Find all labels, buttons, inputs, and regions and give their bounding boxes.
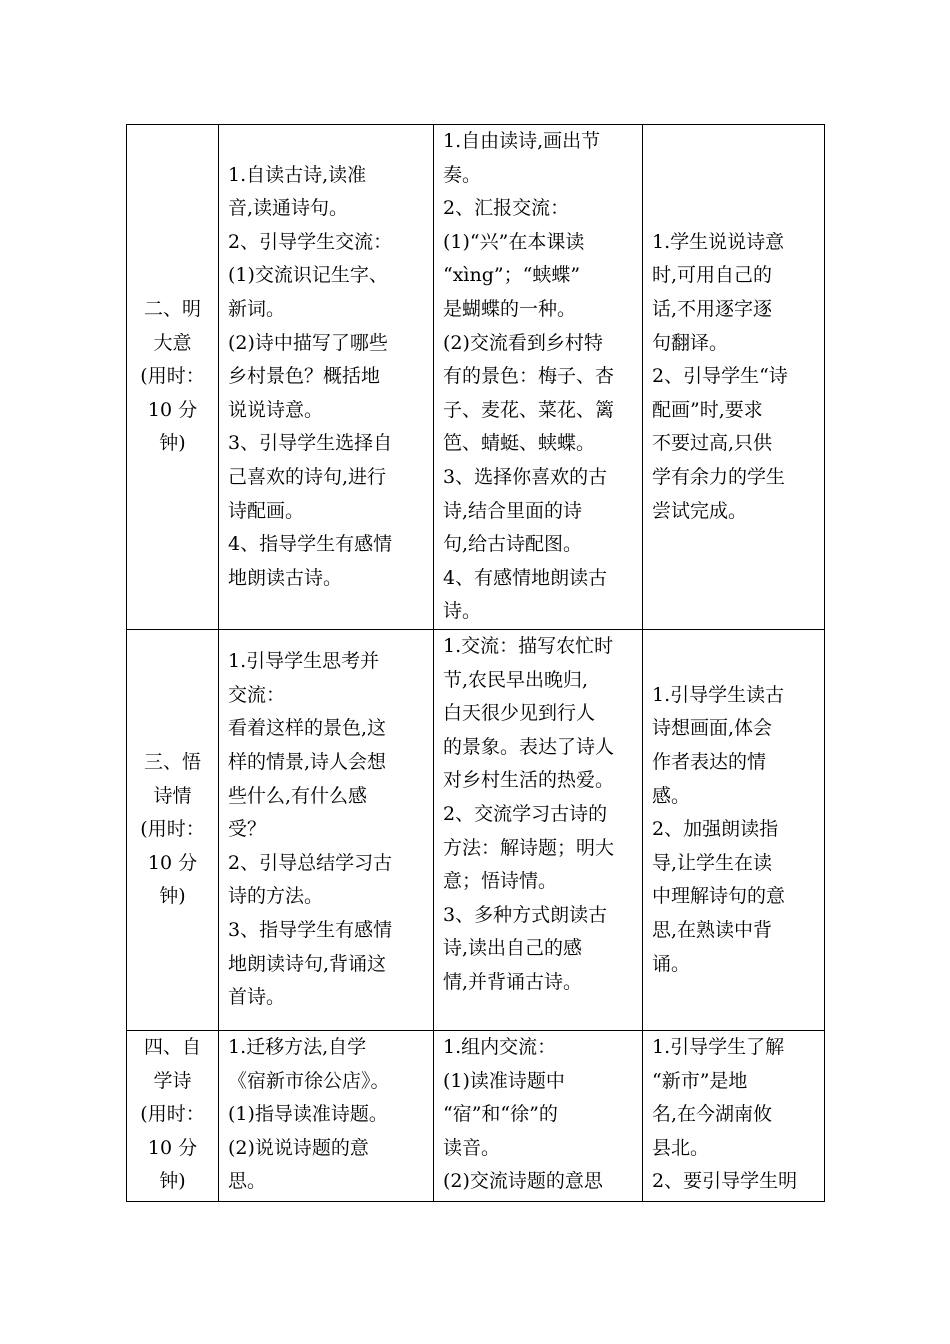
text-line: 白天很少见到行人 <box>443 702 596 725</box>
text-line: 地朗读古诗。 <box>228 566 343 589</box>
text-line: (2)说说诗题的意 <box>228 1136 369 1159</box>
text-line: (1)交流识记生字、 <box>228 264 388 287</box>
text-line: 受？ <box>228 818 267 841</box>
text-line: 钟) <box>159 1170 186 1193</box>
student-activity-cell <box>434 125 643 630</box>
text-line: 10 分 <box>147 851 198 874</box>
text-line: 说说诗意。 <box>228 398 324 421</box>
text-line: 地朗读诗句,背诵这 <box>228 952 387 975</box>
text-line: 诗,结合里面的诗 <box>443 499 583 522</box>
text-line: 诗的方法。 <box>228 885 324 908</box>
student-activity-cell <box>434 1031 643 1202</box>
text-line: (1)指导读准诗题。 <box>228 1103 388 1126</box>
text-line: 己喜欢的诗句,进行 <box>228 465 387 488</box>
text-line: “xìng”；“蛱蝶” <box>443 264 581 287</box>
text-line: 诗想画面,体会 <box>652 717 773 740</box>
text-line: 情,并背诵古诗。 <box>443 970 583 993</box>
text-line: 对乡村生活的热爱。 <box>443 769 615 792</box>
text-line: 1.组内交流： <box>443 1036 557 1058</box>
text-line: 是蝴蝶的一种。 <box>443 297 577 320</box>
text-line: 诗。 <box>443 600 482 623</box>
text-line: 1.引导学生了解 <box>652 1036 785 1058</box>
text-line: 诗配画。 <box>228 499 305 522</box>
lesson-plan-table <box>126 124 825 1202</box>
text-line: 钟) <box>159 432 186 455</box>
text-line: 1.自由读诗,画出节 <box>443 130 601 152</box>
text-line: 1.迁移方法,自学 <box>228 1036 367 1058</box>
text-line: (用时： <box>140 365 205 388</box>
text-line: 导,让学生在读 <box>652 851 773 874</box>
teacher-activity-cell <box>219 630 434 1031</box>
text-line: 作者表达的情 <box>652 751 767 774</box>
text-line: 配画”时,要求 <box>652 398 763 421</box>
text-line: 2、汇报交流： <box>443 197 570 220</box>
text-line: (用时： <box>140 1103 205 1126</box>
text-line: 4、指导学生有感情 <box>228 533 393 556</box>
design-notes-cell <box>643 630 825 1031</box>
text-line: 学有余力的学生 <box>652 465 786 488</box>
text-line: 10 分 <box>147 1136 198 1159</box>
text-line: (2)交流诗题的意思 <box>443 1170 603 1193</box>
text-line: 3、指导学生有感情 <box>228 918 393 941</box>
text-line: 话,不用逐字逐 <box>652 298 773 321</box>
text-line: 的景象。表达了诗人 <box>443 735 615 758</box>
text-line: (1)“兴”在本课读 <box>443 230 585 253</box>
text-line: 2、要引导学生明 <box>652 1170 798 1193</box>
text-line: 中理解诗句的意 <box>652 885 786 908</box>
text-line: 1.交流：描写农忙时 <box>443 635 614 657</box>
text-line: 名,在今湖南攸 <box>652 1103 773 1126</box>
table-row <box>127 1031 825 1202</box>
text-line: 有的景色：梅子、杏 <box>443 365 615 388</box>
text-line: 3、引导学生选择自 <box>228 432 393 455</box>
text-line: 不要过高,只供 <box>652 432 773 455</box>
text-line: 方法：解诗题；明大 <box>443 836 615 859</box>
text-line: 音,读通诗句。 <box>228 197 349 220</box>
text-line: (1)读准诗题中 <box>443 1069 565 1092</box>
text-line: 奏。 <box>443 163 482 186</box>
text-line: “新市”是地 <box>652 1069 748 1092</box>
text-line: 3、多种方式朗读古 <box>443 903 608 926</box>
text-line: 思。 <box>228 1170 267 1193</box>
text-line: 子、麦花、菜花、篱 <box>443 398 615 421</box>
text-line: 节,农民早出晚归, <box>443 668 589 691</box>
text-line: 2、加强朗读指 <box>652 818 779 841</box>
text-line: 意；悟诗情。 <box>443 870 558 893</box>
stage-cell <box>127 630 219 1031</box>
text-line: 10 分 <box>147 398 198 421</box>
text-line: 1.引导学生读古 <box>652 683 785 706</box>
text-line: “宿”和“徐”的 <box>443 1103 558 1126</box>
text-line: 3、选择你喜欢的古 <box>443 465 608 488</box>
teacher-activity-cell <box>219 1031 434 1202</box>
teacher-activity-cell <box>219 125 434 630</box>
text-line: 时,可用自己的 <box>652 264 773 287</box>
text-line: 样的情景,诗人会想 <box>228 751 387 774</box>
table-row <box>127 630 825 1031</box>
text-line: 乡村景色？概括地 <box>228 365 381 388</box>
text-line: 2、引导学生交流： <box>228 230 393 253</box>
text-line: 感。 <box>652 784 691 807</box>
text-line: 1.引导学生思考并 <box>228 650 380 673</box>
text-line: 交流： <box>228 683 286 706</box>
text-line: 尝试完成。 <box>652 499 748 522</box>
text-line: 句,给古诗配图。 <box>443 533 583 556</box>
text-line: 4、有感情地朗读古 <box>443 566 608 589</box>
stage-cell <box>127 1031 219 1202</box>
text-line: 《宿新市徐公店》。 <box>228 1069 390 1092</box>
text-line: 些什么,有什么感 <box>228 784 368 807</box>
text-line: 笆、蜻蜓、蛱蝶。 <box>443 432 596 455</box>
text-line: 诗,读出自己的感 <box>443 937 583 960</box>
text-line: 看着这样的景色,这 <box>228 717 387 740</box>
text-line: 2、引导学生“诗 <box>652 365 788 388</box>
text-line: 县北。 <box>652 1136 710 1159</box>
text-line: 大意 <box>153 331 192 354</box>
text-line: 诵。 <box>652 952 691 975</box>
stage-cell <box>127 125 219 630</box>
text-line: 四、自 <box>143 1036 201 1058</box>
text-line: 2、交流学习古诗的 <box>443 802 608 825</box>
text-line: 1.自读古诗,读准 <box>228 163 367 186</box>
text-line: 读音。 <box>443 1136 501 1159</box>
text-line: 三、悟 <box>143 751 201 774</box>
text-line: 诗情 <box>153 784 192 807</box>
text-line: 首诗。 <box>228 986 286 1009</box>
text-line: 钟) <box>159 885 186 908</box>
design-notes-cell <box>643 1031 825 1202</box>
text-line: (2)交流看到乡村特 <box>443 331 603 354</box>
text-line: 1.学生说说诗意 <box>652 230 785 253</box>
table-row <box>127 125 825 630</box>
text-line: 句翻译。 <box>652 331 729 354</box>
text-line: 学诗 <box>153 1069 192 1092</box>
design-notes-cell <box>643 125 825 630</box>
student-activity-cell <box>434 630 643 1031</box>
text-line: 2、引导总结学习古 <box>228 851 393 874</box>
text-line: (用时： <box>140 818 205 841</box>
text-line: 思,在熟读中背 <box>652 918 773 941</box>
text-line: 二、明 <box>143 298 201 321</box>
text-line: (2)诗中描写了哪些 <box>228 331 388 354</box>
text-line: 新词。 <box>228 298 286 321</box>
